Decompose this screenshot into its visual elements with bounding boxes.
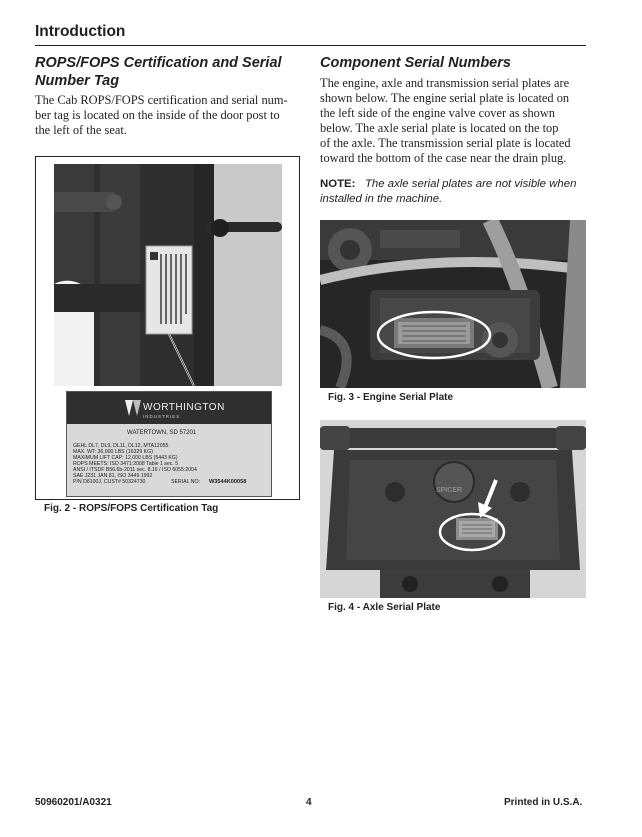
component-body-line: The engine, axle and transmission serial plates are <box>320 76 570 90</box>
tag-line: P/N D8100J, CUST# 50324730 <box>73 479 146 485</box>
tag-line: MAX. WT: 36,000 LBS (16329 KG) <box>73 449 153 455</box>
rops-body-line: the left of the seat. <box>35 123 127 137</box>
tag-location: WATERTOWN, SD 57201 <box>127 430 197 436</box>
door-post-illustration <box>54 164 282 386</box>
note-text: The axle serial plates are not visible when <box>364 178 577 190</box>
rops-heading-line-2: Number Tag <box>35 73 120 89</box>
certification-tag <box>67 392 271 496</box>
footer-printed: Printed in U.S.A. <box>504 797 583 808</box>
note-block <box>320 177 586 207</box>
rops-heading <box>35 54 300 90</box>
note-label: NOTE: <box>320 178 356 190</box>
tag-brand: WORTHINGTON <box>143 402 225 413</box>
section-header: Introduction <box>35 23 126 40</box>
tag-line: ROPS MEETS: ISO 3471:2008 Table 1 sec. 5 <box>73 461 179 467</box>
tag-line: SAE J231 JAN 81, ISO 3449 1992 <box>73 473 153 479</box>
engine-illustration <box>320 220 586 388</box>
rops-heading-line-1: ROPS/FOPS Certification and Serial <box>35 55 282 71</box>
component-serial-body <box>320 76 586 166</box>
component-serial-heading: Component Serial Numbers <box>320 55 511 71</box>
tag-serial-value: W3544K00058 <box>209 479 247 485</box>
axle-photo <box>320 420 586 598</box>
component-body-line: below. The axle serial plate is located on the top <box>320 121 559 135</box>
engine-photo <box>320 220 586 388</box>
footer-doc-number: 50960201/A0321 <box>35 797 112 808</box>
note-text: installed in the machine. <box>320 193 443 205</box>
header-rule <box>35 45 586 46</box>
tag-brand-sub: INDUSTRIES <box>143 414 181 419</box>
rops-body <box>35 93 300 138</box>
fig2-caption: Fig. 2 - ROPS/FOPS Certification Tag <box>44 503 219 514</box>
tag-line: MAXIMUM LIFT CAP: 12,000 LBS (5443 KG) <box>73 455 178 461</box>
component-body-line: toward the bottom of the case near the drain plug. <box>320 151 567 165</box>
component-body-line: of the axle. The transmission serial plate is located <box>320 136 571 150</box>
cab-door-post-photo <box>54 164 282 386</box>
certification-tag-closeup <box>66 391 272 497</box>
fig4-caption: Fig. 4 - Axle Serial Plate <box>328 602 441 613</box>
component-body-line: the left side of the engine valve cover as shown <box>320 106 555 120</box>
axle-illustration <box>320 420 586 598</box>
fig3-caption: Fig. 3 - Engine Serial Plate <box>328 392 454 403</box>
footer-page-number: 4 <box>306 797 312 808</box>
axle-brand: SPICER <box>436 487 463 494</box>
tag-line: GEHL DL7, DL9, DL11, DL12, MTA12055 <box>73 443 169 449</box>
component-body-line: shown below. The engine serial plate is located on <box>320 91 570 105</box>
tag-line: ANSI / ITSDF B56.6b-2011 sec. 8.16 / ISO 6055:2004 <box>73 467 197 473</box>
tag-serial-label: SERIAL NO: <box>171 479 200 485</box>
fig2-frame <box>35 156 300 500</box>
rops-body-line: The Cab ROPS/FOPS certification and serial num- <box>35 93 288 107</box>
rops-body-line: ber tag is located on the inside of the door post to <box>35 108 280 122</box>
